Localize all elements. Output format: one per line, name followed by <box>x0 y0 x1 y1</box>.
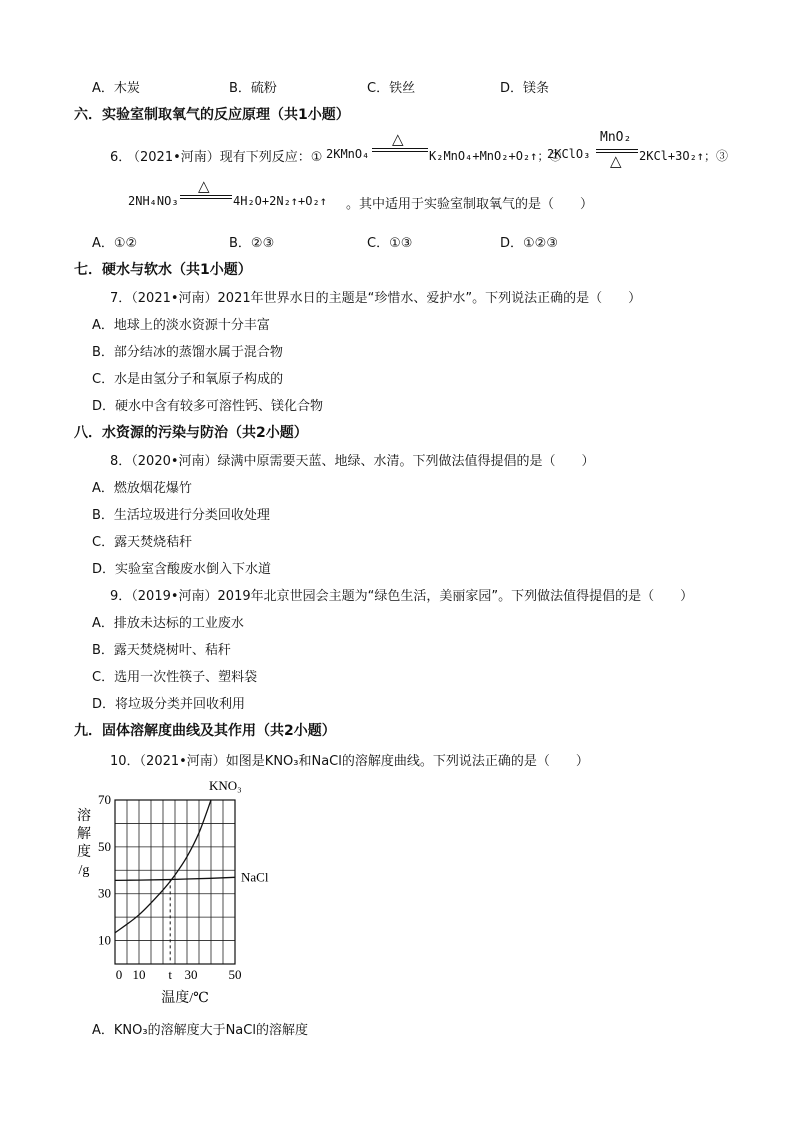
option-a: A．KNO₃的溶解度大于NaCl的溶解度 <box>92 1023 308 1038</box>
y-axis-label: 度 <box>77 845 91 860</box>
question-source: （2021•河南）现有下列反应：① <box>127 150 323 165</box>
x-tick-label: 50 <box>228 967 242 982</box>
question-9-stem: 9．（2019•河南）2019年北京世园会主题为“绿色生活，美丽家园”。下列做法值得提倡的是（ ） <box>110 589 694 604</box>
option-b: B．部分结冰的蒸馏水属于混合物 <box>92 345 283 360</box>
option-d: D．硬水中含有较多可溶性钙、镁化合物 <box>92 399 324 414</box>
x-tick-label: t <box>168 967 173 982</box>
question-7-stem: 7．（2021•河南）2021年世界水日的主题是“珍惜水、爱护水”。下列说法正确的是（ ） <box>110 291 642 306</box>
section-heading-7: 七．硬水与软水（共1小题） <box>74 262 252 278</box>
option-c: C．露天焚烧秸秆 <box>92 535 193 550</box>
question-6-tail: 。其中适用于实验室制取氧气的是（ ） <box>346 197 594 212</box>
y-tick-label: 70 <box>98 792 111 807</box>
x-tick-label: 10 <box>132 967 146 982</box>
heat-symbol: △ <box>198 177 210 195</box>
reaction1-reactant: 2KMnO₄ <box>326 147 370 161</box>
reaction2-products: 2KCl+3O₂↑；③ <box>639 149 729 163</box>
option-a: A．燃放烟花爆竹 <box>92 481 192 496</box>
y-axis-label: 溶 <box>77 809 91 824</box>
reaction2-reactant: 2KClO₃ <box>547 147 591 161</box>
option-c: C．水是由氢分子和氧原子构成的 <box>92 372 284 387</box>
series-label-kno3: KNO₃ <box>209 778 242 793</box>
reaction3-condition <box>180 179 232 203</box>
catalyst-label: MnO₂ <box>600 130 632 145</box>
section-heading-9: 九．固体溶解度曲线及其作用（共2小题） <box>74 723 336 739</box>
option-b: B．生活垃圾进行分类回收处理 <box>92 508 270 523</box>
heat-symbol: △ <box>392 130 404 148</box>
option-b: B．露天焚烧树叶、秸秆 <box>92 643 231 658</box>
section-heading-8: 八．水资源的污染与防治（共2小题） <box>74 425 308 441</box>
reaction1-condition <box>372 132 428 156</box>
option-a: A．地球上的淡水资源十分丰富 <box>92 318 270 333</box>
option-b: B．②③ <box>229 236 275 251</box>
heat-symbol: △ <box>610 152 622 170</box>
option-a: A．①② <box>92 236 138 251</box>
option-d: D．将垃圾分类并回收利用 <box>92 697 246 712</box>
y-axis-label: /g <box>78 863 90 878</box>
question-8-stem: 8．（2020•河南）绿满中原需要天蓝、地绿、水清。下列做法值得提倡的是（ ） <box>110 454 595 469</box>
reaction2-condition <box>596 130 638 170</box>
x-tick-label: 30 <box>184 967 198 982</box>
option-a: A．排放未达标的工业废水 <box>92 616 244 631</box>
y-tick-label: 50 <box>98 838 111 854</box>
option-d: D．镁条 <box>500 81 550 96</box>
y-axis-label: 解 <box>77 827 91 842</box>
question-10-stem: 10．（2021•河南）如图是KNO₃和NaCl的溶解度曲线。下列说法正确的是（ ） <box>110 754 589 769</box>
option-a: A．木炭 <box>92 81 140 96</box>
option-d: D．实验室含酸废水倒入下水道 <box>92 562 272 577</box>
option-c: C．①③ <box>367 236 413 251</box>
option-c: C．选用一次性筷子、塑料袋 <box>92 670 258 685</box>
reaction3-reactant: 2NH₄NO₃ <box>128 194 179 208</box>
solubility-chart <box>70 774 290 1010</box>
option-c: C．铁丝 <box>367 81 416 96</box>
series-label-nacl: NaCl <box>241 869 269 885</box>
option-b: B．硫粉 <box>229 81 277 96</box>
y-tick-label: 10 <box>98 932 111 948</box>
y-tick-label: 30 <box>98 885 111 901</box>
x-axis-label: 温度/℃ <box>161 991 209 1006</box>
reaction3-products: 4H₂O+2N₂↑+O₂↑ <box>233 194 327 208</box>
x-tick-label: 0 <box>115 967 123 982</box>
section-heading-6: 六．实验室制取氧气的反应原理（共1小题） <box>74 107 350 123</box>
reaction1-products: K₂MnO₄+MnO₂+O₂↑；② <box>429 149 562 163</box>
option-d: D．①②③ <box>500 236 558 251</box>
question-number: 6． <box>110 150 132 165</box>
